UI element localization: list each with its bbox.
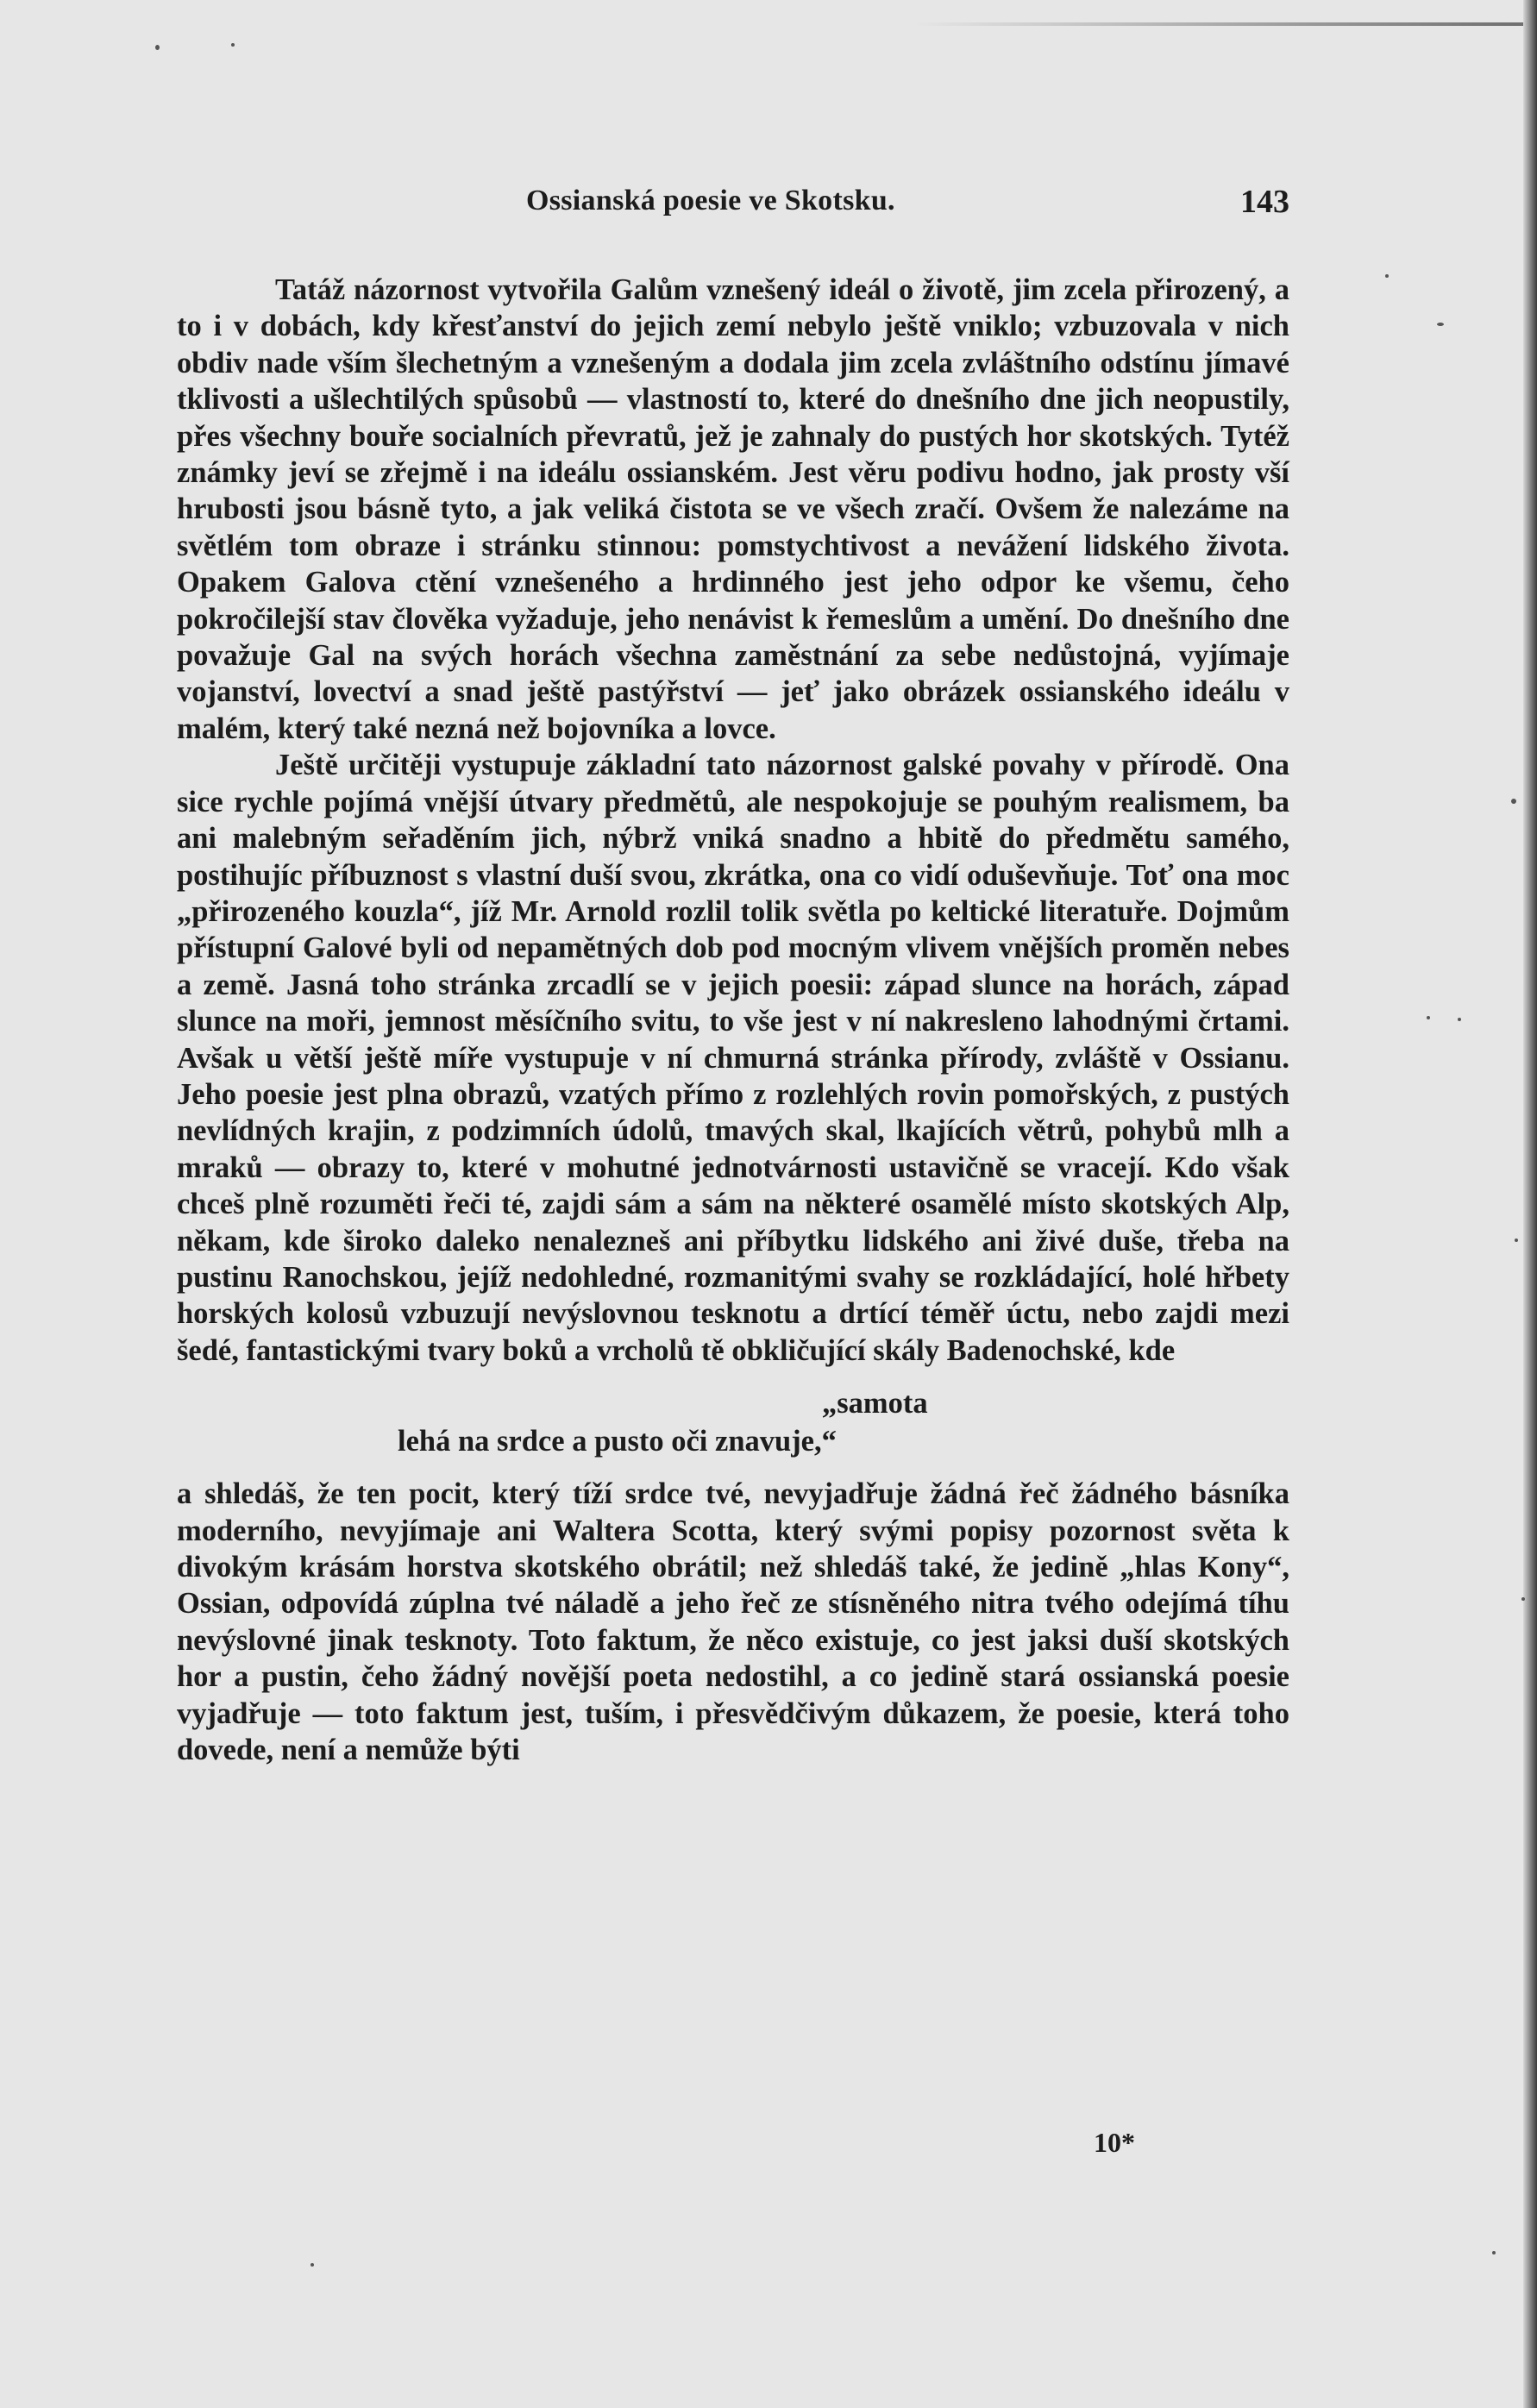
scan-speck [155,45,160,50]
signature-mark: 10* [1094,2127,1135,2158]
body-text [177,272,1289,1768]
scan-speck [1385,274,1389,278]
scan-speck [1521,1597,1525,1601]
scan-speck [1492,2251,1496,2254]
scan-speck [311,2263,314,2267]
paragraph: a shledáš, že ten pocit, který tíží srdce tvé, nevyjadřuje žádná řeč žádného básníka moderního, nevyjímaje ani Waltera Scotta, který svými popisy pozornost světa k divokým krásám horstva skotského obrátil; než shledáš také, že jedině „hlas Kony“, Ossian, odpovídá zúplna tvé náladě a jeho řeč ze stísněného nitra tvého odejímá tíhu nevýslovné jinak tesknoty. Toto faktum, že něco existuje, co jest jaksi duší skotských hor a pustin, čeho žádný novější poeta nedostihl, a co jedině stará ossianská poesie vyjadřuje — toto faktum jest, tuším, i přesvědčivým důkazem, že poesie, která toho dovede, není a nemůže býti [177,1477,1289,1767]
scan-speck [1458,1018,1461,1021]
paragraph: Tatáž názornost vytvořila Galům vznešený ideál o životě, jim zcela přirozený, a to i v dobách, kdy křesťanství do jejich zemí nebylo ještě vniklo; vzbuzovala v nich obdiv nade vším šlechetným a vznešeným a dodala jim zcela zvláštního odstínu jímavé tklivosti a ušlechtilých spůsobů — vlastností to, které do dnešního dne jich neopustily, přes všechny bouře socialních převratů, jež je zahnaly do pustých hor skotských. Tytéž známky jeví se zřejmě i na ideálu ossianském. Jest věru podivu hodno, jak prosty vší hrubosti jsou básně tyto, a jak veliká čistota se ve všech zračí. Ovšem že nalezáme na světlém tom obraze i stránku stinnou: pomstychtivost a nevážení lidského života. Opakem Galova ctění vznešeného a hrdinného jest jeho odpor ke všemu, čeho pokročilejší stav člověka vyžaduje, jeho nenávist k řemeslům a umění. Do dnešního dne považuje Gal na svých horách všechna zaměstnání za sebe nedůstojná, vyjímaje vojanství, lovectví a snad ještě pastýřství — jeť jako obrázek ossianského ideálu v malém, který také nezná než bojovníka a lovce. [177,273,1289,745]
scan-speck [1437,323,1444,326]
verse-line: „samota [822,1387,928,1420]
running-title: Ossianská poesie ve Skotsku. [526,185,895,216]
scan-right-edge [1523,0,1537,2408]
scan-speck [1511,799,1516,804]
scan-speck [1427,1016,1430,1019]
paragraph: Ještě určitěji vystupuje základní tato názornost galské povahy v přírodě. Ona sice rychle pojímá vnější útvary předmětů, ale nespokojuje se pouhým realismem, ba ani malebným seřaděním jich, nýbrž vniká snadno a hbitě do předmětu samého, postihujíc příbuznost s vlastní duší svou, zkrátka, ona co vidí oduševňuje. Toť ona moc „přirozeného kouzla“, jíž Mr. Arnold rozlil tolik světla po keltické literatuře. Dojmům přístupní Galové byli od nepamětných dob pod mocným vlivem vnějších proměn nebes a země. Jasná toho stránka zrcadlí se v jejich poesii: západ slunce na horách, západ slunce na moři, jemnost měsíčního svitu, to vše jest v ní nakresleno lahodnými črtami. Avšak u větší ještě míře vystupuje v ní chmurná stránka přírody, zvláště v Ossianu. Jeho poesie jest plna obrazů, vzatých přímo z rozlehlých rovin pomořských, z pustých nevlídných krajin, z podzimních údolů, tmavých skal, lkajících větrů, pohybů mlh a mraků — obrazy to, které v mohutné jednotvárnosti ustavičně se vracejí. Kdo však chceš plně rozuměti řeči té, zajdi sám a sám na některé osamělé místo skotských Alp, někam, kde široko daleko nenalezneš ani příbytku lidského ani živé duše, třeba na pustinu Ranochskou, jejíž nedohledné, rozmanitými svahy se rozkládající, holé hřbety horských kolosů vzbuzují nevýslovnou tesknotu a drtící téměř úctu, nebo zajdi mezi šedé, fantastickými tvary boků a vrcholů tě obkličující skály Badenochské, kde [177,749,1289,1367]
verse-quote [177,1384,1289,1460]
verse-line: lehá na srdce a pusto oči znavuje,“ [398,1425,837,1458]
scan-top-edge [914,22,1523,26]
scan-speck [231,43,235,47]
running-header [177,185,1289,228]
page-number: 143 [1240,184,1289,220]
scan-speck [1515,1238,1518,1242]
